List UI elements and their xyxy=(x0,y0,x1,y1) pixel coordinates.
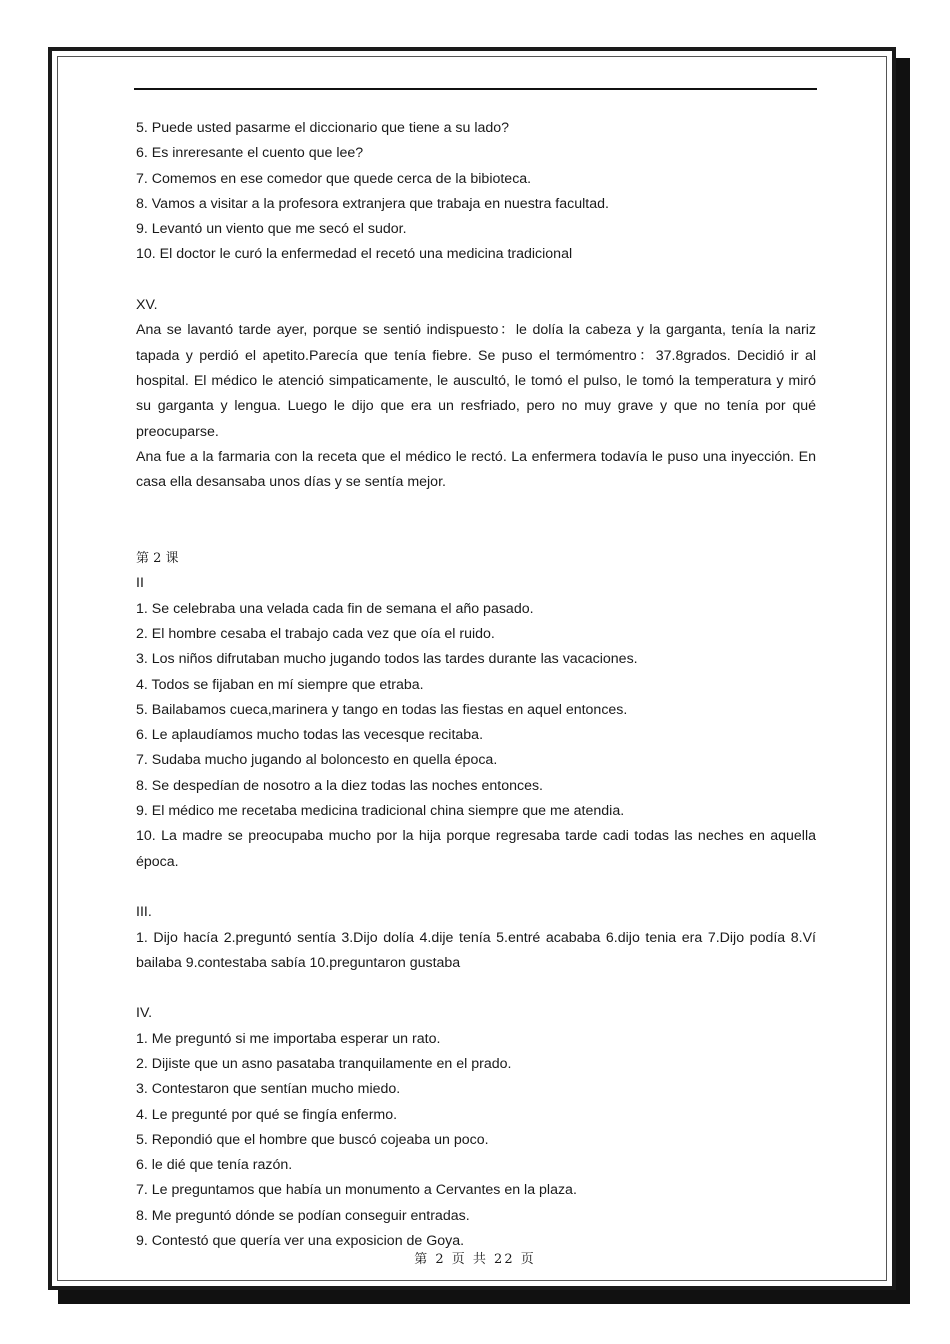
list-item: 10. La madre se preocupaba mucho por la hija porque regresaba tarde cadi todas las neches en aquella época. xyxy=(136,828,816,870)
answer-list: 1. Dijo hacía 2.preguntó sentía 3.Dijo dolía 4.dije tenía 5.entré acababa 6.dijo tenia era 7.Dijo podía 8.Ví bailaba 9.contestaba sabía 10.preguntaron gustaba xyxy=(136,929,816,971)
list-item: 5. Puede usted pasarme el diccionario que tiene a su lado? xyxy=(136,120,510,136)
section-heading: III. xyxy=(136,904,152,921)
list-item: 4. Todos se fijaban en mí siempre que etraba. xyxy=(136,676,424,693)
list-item: 7. Sudaba mucho jugando al boloncesto en quella época. xyxy=(136,752,498,769)
paragraph: Ana se lavantó tarde ayer, porque se sentió indispuesto：le dolía la cabeza y la garganta, tenía la nariz tapada y perdió el apetito.Parecía que tenía fiebre. Se puso el termómentro：37.8grados. Decidió ir al hospital. El médico le atenció simpaticamente, le auscultó, le tomó el pulso, le tomó la temperatura y miró su garganta y lengua. Luego le dijo que era un resfriado, pero no muy grave y que no tenía por qué preocuparse. xyxy=(136,322,816,440)
section-heading: II xyxy=(136,575,144,592)
list-item: 2. El hombre cesaba el trabajo cada vez que oía el ruido. xyxy=(136,625,495,642)
list-item: 7. Comemos en ese comedor que quede cerca de la bibioteca. xyxy=(136,170,532,187)
section-xv xyxy=(136,293,816,495)
list-item: 9. Levantó un viento que me secó el sudor. xyxy=(136,221,407,238)
list-item: 9. Contestó que quería ver una exposicion de Goya. xyxy=(136,1233,465,1250)
list-item: 7. Le preguntamos que había un monumento a Cervantes en la plaza. xyxy=(136,1182,577,1199)
document-body xyxy=(136,116,816,1254)
list-item: 8. Me preguntó dónde se podían conseguir entradas. xyxy=(136,1207,470,1224)
list-item: 8. Se despedían de nosotro a la diez todas las noches entonces. xyxy=(136,777,543,794)
list-item: 6. Le aplaudíamos mucho todas las vecesque recitaba. xyxy=(136,727,484,744)
list-item: 8. Vamos a visitar a la profesora extranjera que trabaja en nuestra facultad. xyxy=(136,195,609,212)
lesson-title: 第 2 课 xyxy=(136,551,179,567)
header-rule xyxy=(134,88,817,90)
list-item: 5. Repondió que el hombre que buscó cojeaba un poco. xyxy=(136,1131,489,1148)
paragraph: Ana fue a la farmaria con la receta que el médico le rectó. La enfermera todavía le puso una inyección. En casa ella desansaba unos días y se sentía mejor. xyxy=(136,448,816,491)
section-ii xyxy=(136,571,816,875)
section-heading: XV. xyxy=(136,297,158,314)
list-item: 1. Se celebraba una velada cada fin de semana el año pasado. xyxy=(136,600,534,617)
section-iii xyxy=(136,900,816,976)
list-item: 1. Me preguntó si me importaba esperar un rato. xyxy=(136,1030,441,1047)
list-item: 4. Le pregunté por qué se fingía enfermo. xyxy=(136,1106,398,1123)
list-item: 9. El médico me recetaba medicina tradicional china siempre que me atendia. xyxy=(136,803,625,820)
section-heading: IV. xyxy=(136,1005,153,1022)
list-item: 3. Contestaron que sentían mucho miedo. xyxy=(136,1081,401,1098)
page-footer: 第 2 页 共 22 页 xyxy=(414,1252,536,1267)
list-item: 6. le dié que tenía razón. xyxy=(136,1157,293,1174)
list-item: 2. Dijiste que un asno pasataba tranquilamente en el prado. xyxy=(136,1055,512,1072)
list-item: 6. Es inreresante el cuento que lee? xyxy=(136,145,364,162)
section-iv xyxy=(136,1001,816,1254)
list-item: 5. Bailabamos cueca,marinera y tango en todas las fiestas en aquel entonces. xyxy=(136,701,628,718)
list-top xyxy=(136,116,816,268)
list-item: 10. El doctor le curó la enfermedad el recetó una medicina tradicional xyxy=(136,246,573,263)
list-item: 3. Los niños difrutaban mucho jugando todos las tardes durante las vacaciones. xyxy=(136,651,638,668)
